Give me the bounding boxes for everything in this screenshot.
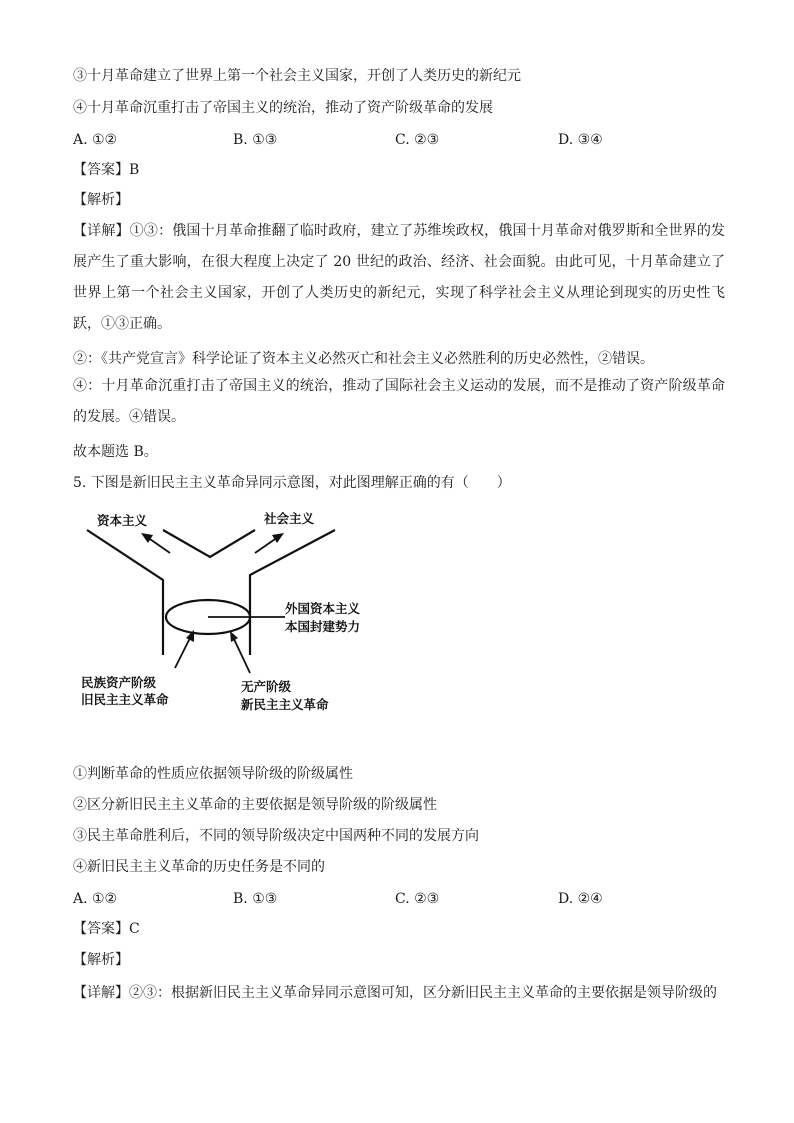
answer-value: B: [129, 162, 140, 178]
q4-statement-4: ④十月革命沉重打击了帝国主义的统治，推动了资产阶级革命的发展: [73, 100, 493, 116]
arrow-to-socialism: [255, 537, 278, 553]
arrow-to-capitalism-head: [141, 533, 153, 543]
label-old-democratic-revolution: 旧民主主义革命: [81, 692, 169, 707]
right-arm-outer: [250, 530, 335, 655]
arrow-to-socialism-head: [272, 533, 284, 543]
q5-option-d: D. ②④: [558, 891, 603, 907]
bourgeoisie-arrow: [175, 636, 191, 668]
q5-option-b: B. ①③: [233, 891, 278, 907]
label-capitalism: 资本主义: [97, 513, 148, 528]
answer-value: C: [129, 921, 140, 937]
q4-detail-2: ②：《共产党宣言》科学论证了资本主义必然灭亡和社会主义必然胜利的历史必然性，②错误。: [73, 351, 654, 367]
proletariat-arrow: [233, 637, 250, 673]
q5-stem: 5. 下图是新旧民主主义革命异同示意图，对此图理解正确的有（ ）: [73, 475, 511, 491]
arrow-to-capitalism: [147, 537, 170, 553]
q5-statement-4: ④新旧民主主义革命的历史任务是不同的: [73, 859, 325, 875]
q4-detail-3: ④：十月革命沉重打击了帝国主义的统治，推动了国际社会主义运动的发展，而不是推动了资产阶级革命的发展。④错误。: [73, 378, 725, 425]
revolution-diagram: [75, 505, 375, 720]
label-domestic-feudal: 本国封建势力: [285, 619, 361, 634]
label-proletariat: 无产阶级: [241, 679, 292, 694]
detail-tag: 【详解】: [73, 223, 130, 239]
label-national-bourgeoisie: 民族资产阶级: [81, 675, 157, 690]
q5-statement-1: ①判断革命的性质应依据领导阶级的阶级属性: [73, 766, 353, 782]
label-new-democratic-revolution: 新民主主义革命: [241, 697, 329, 712]
inner-v: [163, 530, 255, 557]
q5-analysis-label: 【解析】: [73, 952, 129, 968]
detail-tag: 【详解】: [73, 985, 129, 1001]
label-socialism: 社会主义: [264, 511, 315, 526]
q4-conclusion: 故本题选 B。: [73, 444, 158, 460]
detail-text: ②③：根据新旧民主主义革命异同示意图可知，区分新旧民主主义革命的主要依据是领导阶级的: [129, 985, 717, 1001]
answer-tag: 【答案】: [73, 921, 129, 937]
q4-answer: [73, 160, 139, 180]
q5-statement-3: ③民主革命胜利后，不同的领导阶级决定中国两种不同的发展方向: [73, 828, 479, 844]
q4-option-d: D. ③④: [558, 132, 603, 148]
q4-option-c: C. ②③: [395, 132, 440, 148]
answer-tag: 【答案】: [73, 162, 129, 178]
q5-option-a: A. ①②: [73, 891, 118, 907]
q4-analysis-label: 【解析】: [73, 192, 129, 208]
q5-option-c: C. ②③: [395, 891, 440, 907]
detail-text: ①③：俄国十月革命推翻了临时政府，建立了苏维埃政权，俄国十月革命对俄罗斯和全世界的发展产生了重大影响，在很大程度上决定了 20 世纪的政治、经济、社会面貌。由此可见，十月革命建立了世界上第一个社会主义国家，开创了人类历史的新纪元，实现了科学社会主义从理论到现实的历史性飞跃，①③正确。: [73, 223, 726, 332]
label-foreign-capitalism: 外国资本主义: [285, 601, 361, 616]
q4-detail-1: [73, 216, 725, 340]
q4-option-a: A. ①②: [73, 132, 118, 148]
q4-option-b: B. ①③: [233, 132, 278, 148]
left-arm-outer: [87, 530, 163, 655]
q5-answer: [73, 919, 140, 939]
q5-detail-1: [73, 983, 717, 1003]
q4-statement-3: ③十月革命建立了世界上第一个社会主义国家，开创了人类历史的新纪元: [73, 68, 521, 84]
q5-statement-2: ②区分新旧民主主义革命的主要依据是领导阶级的阶级属性: [73, 797, 437, 813]
